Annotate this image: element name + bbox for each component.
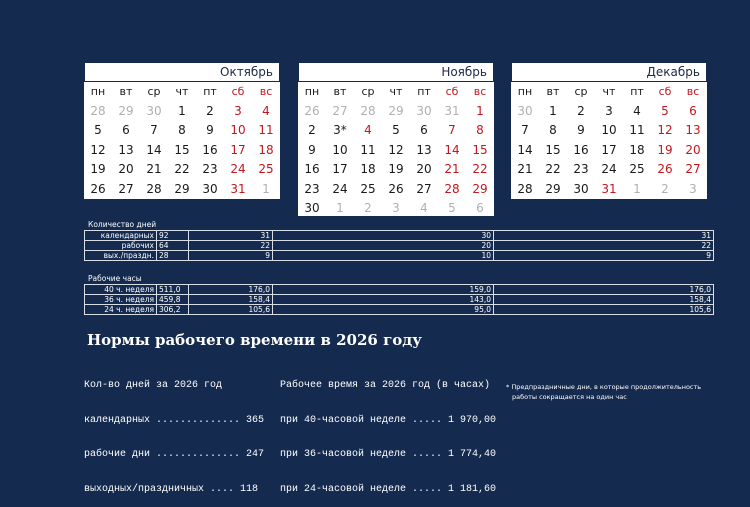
table-row	[85, 295, 714, 305]
weekday-header: пн	[304, 85, 320, 98]
calendar-day: 21	[444, 162, 460, 176]
table-cell-total: 306,2	[157, 305, 189, 315]
calendar-day: 2	[577, 103, 585, 118]
weekday-header: пт	[630, 85, 644, 98]
hours-table	[84, 284, 714, 315]
calendar-day: 1	[262, 181, 270, 196]
calendar-day: 20	[118, 162, 134, 176]
calendar-day: 5	[661, 103, 669, 118]
table-cell-oct: 105,6	[189, 305, 273, 315]
calendar-day: 19	[388, 162, 404, 176]
calendar-day: 4	[364, 123, 372, 137]
table-cell-label: 40 ч. неделя	[85, 285, 157, 295]
calendar-day: 27	[118, 181, 134, 196]
calendar-day: 1	[633, 181, 641, 196]
hours-section-label: Рабочие часы	[88, 274, 142, 283]
calendar-day: 27	[685, 162, 701, 176]
calendar-october	[84, 62, 280, 199]
calendar-day: 19	[657, 142, 673, 157]
calendar-day: 14	[517, 142, 533, 157]
calendar-day: 13	[118, 142, 134, 157]
table-cell-oct: 9	[189, 251, 273, 261]
table-cell-oct: 22	[189, 241, 273, 251]
calendar-day: 17	[230, 142, 246, 157]
calendar-day: 2	[206, 103, 214, 118]
calendar-day: 11	[360, 142, 376, 157]
calendar-day: 16	[304, 162, 320, 176]
table-row	[85, 285, 714, 295]
calendar-day: 23	[573, 162, 589, 176]
table-row	[85, 231, 714, 241]
weekday-header: ср	[147, 85, 161, 98]
hours-summary	[280, 357, 496, 507]
weekday-header: пт	[203, 85, 217, 98]
days-summary-item: календарных .............. 365	[84, 414, 265, 426]
table-cell-total: 92	[157, 231, 189, 241]
calendar-day: 24	[332, 181, 348, 196]
calendar-day: 8	[178, 123, 186, 137]
calendar-day: 9	[206, 123, 214, 137]
calendar-day: 29	[118, 103, 134, 118]
table-cell-label: рабочих	[85, 241, 157, 251]
calendar-grid	[511, 82, 707, 199]
table-cell-nov: 10	[273, 251, 494, 261]
calendar-day: 4	[633, 103, 641, 118]
weekday-header: чт	[602, 85, 616, 98]
calendar-day: 30	[304, 201, 320, 215]
calendar-day: 12	[657, 123, 673, 137]
calendar-day: 28	[360, 103, 376, 118]
calendar-day: 26	[90, 181, 106, 196]
calendar-day: 5	[448, 201, 456, 215]
calendar-day: 30	[517, 103, 533, 118]
table-cell-label: 36 ч. неделя	[85, 295, 157, 305]
calendar-day: 23	[202, 162, 218, 176]
table-cell-dec: 31	[494, 231, 714, 241]
calendar-day: 3	[689, 181, 697, 196]
days-summary-item: выходных/праздничных .... 118	[84, 483, 259, 495]
calendar-day: 31	[230, 181, 246, 196]
calendar-november	[298, 62, 494, 216]
table-cell-nov: 30	[273, 231, 494, 241]
calendar-day: 15	[545, 142, 561, 157]
calendar-day: 4	[262, 103, 270, 118]
calendar-day: 21	[146, 162, 162, 176]
calendar-day: 10	[601, 123, 617, 137]
calendar-december	[511, 62, 707, 199]
calendar-day: 22	[472, 162, 488, 176]
weekday-header: пт	[417, 85, 431, 98]
table-cell-label: 24 ч. неделя	[85, 305, 157, 315]
weekday-header: вт	[119, 85, 133, 98]
calendar-day: 10	[230, 123, 246, 137]
table-cell-oct: 158,4	[189, 295, 273, 305]
weekday-header: сб	[658, 85, 672, 98]
hours-summary-item: при 40-часовой неделе ..... 1 970,00	[280, 414, 497, 426]
calendar-day: 28	[90, 103, 106, 118]
calendar-day: 29	[472, 181, 488, 196]
table-cell-nov: 143,0	[273, 295, 494, 305]
page-title: Нормы рабочего времени в 2026 году	[87, 331, 422, 349]
calendar-day: 5	[392, 123, 400, 137]
calendar-day: 23	[304, 181, 320, 196]
calendar-day: 29	[174, 181, 190, 196]
weekday-header: пн	[90, 85, 106, 98]
calendar-day: 12	[90, 142, 106, 157]
footnote-line: * Предпраздничные дни, в которые продолжительность	[506, 383, 702, 391]
calendar-day: 13	[685, 123, 701, 137]
calendar-day: 28	[146, 181, 162, 196]
calendar-day: 1	[178, 103, 186, 118]
calendar-day: 15	[174, 142, 190, 157]
calendar-grid	[84, 82, 280, 199]
calendar-day: 18	[258, 142, 274, 157]
calendar-day: 17	[601, 142, 617, 157]
table-cell-total: 28	[157, 251, 189, 261]
calendar-day: 30	[416, 103, 432, 118]
table-cell-dec: 9	[494, 251, 714, 261]
calendar-day: 8	[549, 123, 557, 137]
calendar-day: 3	[234, 103, 242, 118]
table-cell-nov: 20	[273, 241, 494, 251]
table-cell-label: вых./праздн.	[85, 251, 157, 261]
table-cell-oct: 31	[189, 231, 273, 241]
calendar-day: 3	[605, 103, 613, 118]
calendar-day: 28	[444, 181, 460, 196]
calendar-day: 9	[577, 123, 585, 137]
calendar-day: 6	[420, 123, 428, 137]
calendar-day: 30	[573, 181, 589, 196]
footnote	[506, 382, 701, 402]
calendar-day: 28	[517, 181, 533, 196]
calendar-day: 9	[308, 142, 316, 157]
table-cell-total: 511,0	[157, 285, 189, 295]
calendar-day: 19	[90, 162, 106, 176]
hours-summary-item: при 24-часовой неделе ..... 1 181,60	[280, 483, 497, 495]
calendar-day: 14	[444, 142, 460, 157]
calendar-day: 20	[416, 162, 432, 176]
calendar-day: 10	[332, 142, 348, 157]
calendar-day: 26	[388, 181, 404, 196]
calendar-day: 5	[94, 123, 102, 137]
calendar-day: 30	[202, 181, 218, 196]
table-cell-label: календарных	[85, 231, 157, 241]
calendar-day: 7	[521, 123, 529, 137]
calendar-day: 27	[416, 181, 432, 196]
days-table-body	[85, 231, 714, 261]
table-cell-oct: 176,0	[189, 285, 273, 295]
table-cell-dec: 22	[494, 241, 714, 251]
calendar-day: 1	[476, 103, 484, 118]
weekday-header: вт	[333, 85, 347, 98]
calendar-day: 4	[420, 201, 428, 215]
table-cell-nov: 95,0	[273, 305, 494, 315]
calendar-day: 18	[360, 162, 376, 176]
weekday-header: вс	[686, 85, 700, 98]
weekday-header: чт	[175, 85, 189, 98]
table-cell-total: 459,8	[157, 295, 189, 305]
calendar-day: 25	[360, 181, 376, 196]
table-row	[85, 251, 714, 261]
footnote-line: работы сокращается на один час	[512, 393, 627, 401]
calendar-day: 11	[629, 123, 645, 137]
calendar-day: 20	[685, 142, 701, 157]
table-row	[85, 305, 714, 315]
days-table	[84, 230, 714, 261]
calendar-day: 24	[230, 162, 246, 176]
table-row	[85, 241, 714, 251]
calendar-grid	[298, 82, 494, 219]
calendar-day: 11	[258, 123, 274, 137]
weekday-header: вс	[259, 85, 273, 98]
days-summary	[84, 357, 264, 507]
calendar-day: 13	[416, 142, 432, 157]
days-summary-item: рабочие дни .............. 247	[84, 449, 265, 460]
hours-summary-heading: Рабочее время за 2026 год (в часах)	[280, 380, 491, 391]
hours-summary-item: при 36-часовой неделе ..... 1 774,40	[280, 449, 497, 460]
calendar-day: 15	[472, 142, 488, 157]
weekday-header: сб	[445, 85, 459, 98]
calendar-day: 31	[601, 181, 617, 196]
calendar-day: 8	[476, 123, 484, 137]
table-cell-dec: 158,4	[494, 295, 714, 305]
calendar-day: 24	[601, 162, 617, 176]
calendar-day: 1	[549, 103, 557, 118]
weekday-header: пн	[517, 85, 533, 98]
table-cell-nov: 159,0	[273, 285, 494, 295]
days-summary-heading: Кол-во дней за 2026 год	[84, 380, 223, 391]
calendar-day: 7	[448, 123, 456, 137]
calendar-day: 22	[545, 162, 561, 176]
calendar-day: 16	[573, 142, 589, 157]
calendar-day: 25	[258, 162, 274, 176]
calendar-day: 29	[545, 181, 561, 196]
calendar-day: 30	[146, 103, 162, 118]
calendar-day: 29	[388, 103, 404, 118]
month-title: Ноябрь	[298, 62, 494, 82]
weekday-header: сб	[231, 85, 245, 98]
hours-table-body	[85, 285, 714, 315]
calendar-day: 26	[304, 103, 320, 118]
calendar-day: 22	[174, 162, 190, 176]
calendar-day: 27	[332, 103, 348, 118]
calendar-day: 21	[517, 162, 533, 176]
month-title: Октябрь	[84, 62, 280, 82]
weekday-header: вт	[546, 85, 560, 98]
calendar-day: 2	[661, 181, 669, 196]
calendar-day: 2	[364, 201, 372, 215]
calendar-day: 3*	[333, 123, 347, 137]
days-section-label: Количество дней	[88, 220, 157, 229]
table-cell-dec: 105,6	[494, 305, 714, 315]
table-cell-dec: 176,0	[494, 285, 714, 295]
weekday-header: чт	[389, 85, 403, 98]
calendar-day: 2	[308, 123, 316, 137]
table-cell-total: 64	[157, 241, 189, 251]
calendar-day: 3	[392, 201, 400, 215]
calendar-day: 14	[146, 142, 162, 157]
calendar-day: 31	[444, 103, 460, 118]
month-title: Декабрь	[511, 62, 707, 82]
calendar-day: 7	[150, 123, 158, 137]
calendar-day: 17	[332, 162, 348, 176]
weekday-header: ср	[361, 85, 375, 98]
calendar-day: 6	[476, 201, 484, 215]
calendar-day: 6	[689, 103, 697, 118]
calendar-day: 26	[657, 162, 673, 176]
calendar-day: 6	[122, 123, 130, 137]
weekday-header: ср	[574, 85, 588, 98]
calendar-day: 16	[202, 142, 218, 157]
calendar-day: 1	[336, 201, 344, 215]
calendar-day: 12	[388, 142, 404, 157]
calendar-day: 18	[629, 142, 645, 157]
calendar-day: 25	[629, 162, 645, 176]
weekday-header: вс	[473, 85, 487, 98]
